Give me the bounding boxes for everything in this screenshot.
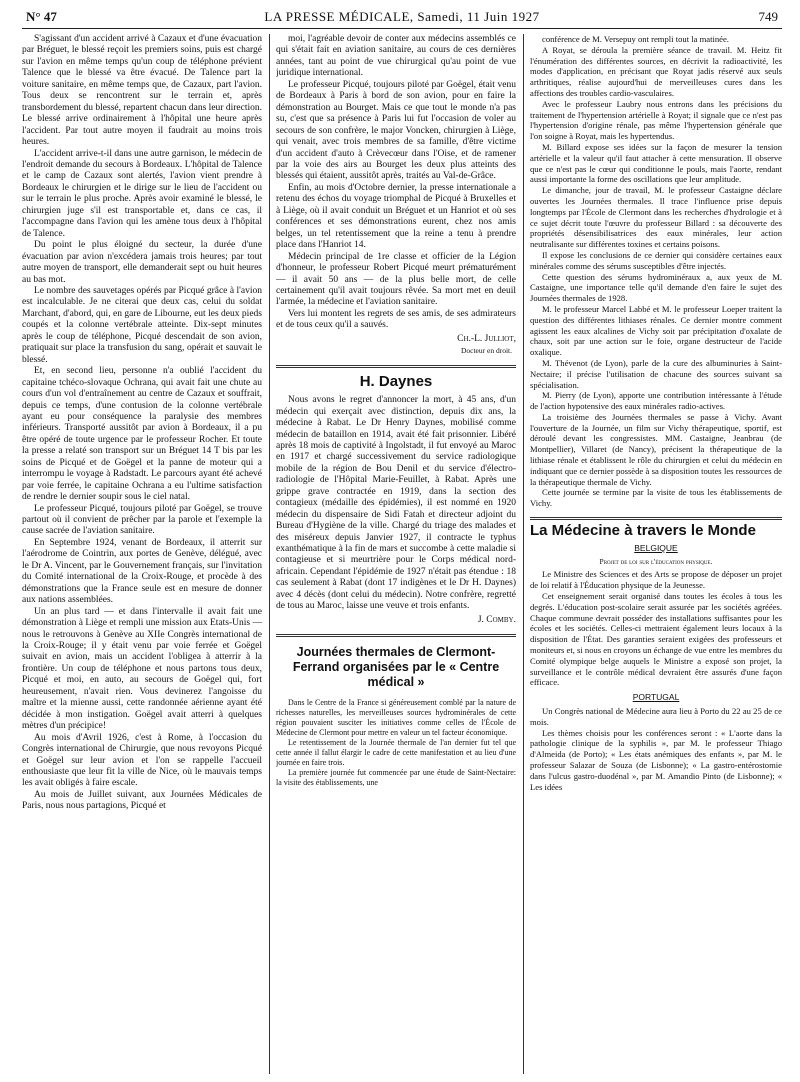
paragraph: La première journée fut commencée par une étude de Saint-Nectaire: la visite des établissements, une xyxy=(276,768,516,788)
obituary-title: H. Daynes xyxy=(359,372,433,390)
paragraph: L'accident arrive-t-il dans une autre garnison, le médecin de l'endroit demande du secours à Bordeaux. L'hôpital de Talence et le camp de Cazaux sont alertés, l'avion vient prendre à Bordeaux le chirurgien et le dirige sur le lieu de l'accident ou sur le terrain le plus proche. Après avoir examiné le blessé, le chirurgien juge s'il est transportable et, dans ce cas, il l'accompagne dans l'avion qui les amène tous deux à l'hôpital de Talence. xyxy=(22,148,262,239)
paragraph: Il expose les conclusions de ce dernier qui considère certaines eaux minérales comme des sérums susceptibles d'être injectés. xyxy=(530,249,782,271)
paragraph: Avec le professeur Laubry nous entrons dans les précisions du traitement de l'hypertension artérielle à Royat; il signale que ce n'est pas l'hypertension d'origine rénale, pas même l'hypertension générale que l'on soigne à Royat, mais les hypertendus. xyxy=(530,98,782,142)
paragraph: Nous avons le regret d'annoncer la mort, à 45 ans, d'un médecin qui exerçait avec distinction, depuis dix ans, la médecine à Rabat. Le Dr Henry Daynes, mobilisé comme médecin de bataillon en 1914, avait été fait prisonnier. Libéré après 18 mois de captivité à Ingolstadt, il fut envoyé au Maroc en 1917 et chargé successivement du service radiologique mobile de la région de Bou Denil et du service d'électro-radiologie de l'Hôpital Marie-Feuillet, à Rabat. Après une grippe grave contractée en 1919, dans la section des contagieux (médaille des épidémies), il est nommé en 1920 médecin du dispensaire de Sidi Fatah et directeur adjoint du Bureau d'Hygiène de la ville. Chargé du triage des malades et des miséreux depuis Janvier 1927, il contracte le typhus exanthématique à la fin de mars et succombe à cette maladie si contagieuse et si meurtrière pour le Corps médical nord-africain. Cependant l'épidémie de 1927 n'était pas étendue : 18 cas seulement à Rabat (dont 17 indigènes et le Dr H. Daynes) avec 4 décès (dont celui du médecin). Notre confrère, regretté de tous au Maroc, laisse une veuve et trois enfants. xyxy=(276,395,516,612)
paragraph: Le Ministre des Sciences et des Arts se propose de déposer un projet de loi relatif à l'Éducation physique de la Jeunesse. xyxy=(530,569,782,591)
signature-role: Docteur en droit. xyxy=(460,346,512,356)
country-heading: BELGIQUE xyxy=(634,542,678,553)
page-number: 749 xyxy=(758,9,778,24)
paragraph: Le retentissement de la Journée thermale de l'an dernier fut tel que cette année il fallut élargir le cadre de cette manifestation et au lieu d'une journée en faire trois. xyxy=(276,738,516,768)
paragraph: Enfin, au mois d'Octobre dernier, la presse internationale a retenu des échos du voyage triomphal de Picqué à Bruxelles et à Liège, où il avait conduit un Bréguet et un Hanriot et où ses conférences et ses démonstrations eurent, chez nos amis belges, un tel retentissement que la reine a tenu à prendre place dans l'Hanriot 14. xyxy=(276,182,516,251)
column-2 xyxy=(276,34,516,1074)
paragraph: Du point le plus éloigné du secteur, la durée d'une évacuation par avion n'excédera jamais trois heures; par tout autre moyen de transport, elle demanderait sept ou huit heures au bas mot. xyxy=(22,240,262,285)
signature: Ch.-L. Julliot, xyxy=(457,333,516,344)
paragraph: M. Thévenot (de Lyon), parle de la cure des albuminuries à Saint-Nectaire; il précise l'utilisation de chacune des sources suivant sa spécialisation. xyxy=(530,357,782,390)
paragraph: Médecin principal de 1re classe et officier de la Légion d'honneur, le professeur Robert Picqué meurt prématurément — il avait 50 ans — de la plus belle mort, de celle certainement qu'il avait toujours rêvée. Sa mort met en deuil l'armée, la médecine et l'aviation sanitaire. xyxy=(276,251,516,308)
section-divider xyxy=(530,517,782,520)
paragraph: M. Billard expose ses idées sur la façon de mesurer la tension artérielle et la valeur qu'il faut attacher à cette mensuration. Il observe que ce n'est pas le cœur qui conditionne le pouls, mais l'aorte, rendant aussi importante la forme des oscillations que leur amplitude. xyxy=(530,141,782,185)
paragraph: Le professeur Picqué, toujours piloté par Goëgel, se trouve partout où il convient de prêcher par la parole et l'exemple la cause sacrée de l'aviation sanitaire. xyxy=(22,503,262,537)
country-heading: PORTUGAL xyxy=(632,692,680,703)
paragraph: Au mois d'Avril 1926, c'est à Rome, à l'occasion du Congrès international de Chirurgie, que nous revoyons Picqué et Goëgel sur leur avion et l'on se rappelle l'accueil enthousiaste que leur fit la ville de Nice, où le mauvais temps les avait obligés à faire escale. xyxy=(22,732,262,789)
column-3 xyxy=(530,34,782,1074)
paragraph: Vers lui montent les regrets de ses amis, de ses admirateurs et de tous ceux qu'il a sauvés. xyxy=(276,308,516,331)
section-divider xyxy=(276,365,516,368)
paragraph: Le professeur Picqué, toujours piloté par Goëgel, était venu de Bordeaux à Paris à bord de son avion, pour en faire la démonstration au Bourget. Mais ce que tout le monde n'a pas su, c'est que sa présence à Paris lui fut l'occasion de voler au secours de son confrère, le major Voncken, chirurgien à Liège, qui venait, avec trois membres de sa famille, d'être victime d'un accident d'auto à Crèvecœur dans l'Oise, et de ramener par la voie des airs au Bourget les deux plus atteints des blessés qui étaient, aussitôt après, traités au Val-de-Grâce. xyxy=(276,79,516,182)
paragraph: Dans le Centre de la France si généreusement comblé par la nature de richesses naturelles, les merveilleuses sources hydrominérales de cette région pouvaient susciter les initiatives comme celles de l'École de Médecine de Clermont pour mettre en valeur un tel facteur économique. xyxy=(276,698,516,738)
paragraph: Cette journée se termine par la visite de tous les établissements de Vichy. xyxy=(530,487,782,509)
subheading: Projet de loi sur l'éducation physique. xyxy=(599,556,713,566)
paragraph: M. le professeur Marcel Labbé et M. le professeur Loeper traitent la question des différentes lithiases rénales. Ce dernier montre comment agissent les eaux alcalines de Vichy soit par précipitation d'oxalate de chaux, soit par une action sur le foie, organe destructeur de l'acide oxalique. xyxy=(530,303,782,358)
paragraph: moi, l'agréable devoir de conter aux médecins assemblés ce qui s'était fait en aviation sanitaire, au cours de ces dernières années, tant au point de vue chirurgical qu'au point de vue juridique international. xyxy=(276,34,516,79)
article-title: Journées thermales de Clermont-Ferrand organisées par le « Centre médical » xyxy=(292,645,500,690)
masthead-title: LA PRESSE MÉDICALE, Samedi, 11 Juin 1927 xyxy=(264,9,540,24)
page-header xyxy=(22,6,782,29)
paragraph: Cette question des sérums hydrominéraux a, aux yeux de M. Castaigne, une importance telle qu'il demande d'en faire le sujet des Journées thermales de 1928. xyxy=(530,271,782,304)
paragraph: A Royat, se déroula la première séance de travail. M. Heitz fit l'énumération des différentes sources, en décrivit la radioactivité, les modes d'application, en précisant que Royat jadis réservé aux seuls arthritiques, réalise aujourd'hui de merveilleuses cures dans les affections des troubles cardio-vasculaires. xyxy=(530,44,782,98)
paragraph: Au mois de Juillet suivant, aux Journées Médicales de Paris, nous nous partagions, Picqué et xyxy=(22,789,262,812)
paragraph: Cet enseignement serait organisé dans toutes les écoles à tous les degrés. L'éducation post-scolaire serait assurée par les sociétés agréées. Chaque commune devrait posséder des installations suffisantes pour les écoles et les sociétés. Celles-ci mettraient également leurs locaux à la disposition de l'État. Des garanties seraient exigées des professeurs et moniteurs et, si nous en croyons un échange de vue entre les membres du Comité olympique belge auquels le Ministre a exposé son projet, la surveillance et le contrôle médical devraient être assurés d'une façon efficace. xyxy=(530,591,782,688)
paragraph: Et, en second lieu, personne n'a oublié l'accident du capitaine tchéco-slovaque Ochrana, qui avait fait une chute au cours d'un vol d'entraînement au centre de Cazaux et souffrait, depuis ce temps, d'une contusion de la colonne vertébrale ayant eu pour conséquence la paralysie des membres inférieurs. Transporté aussitôt par avion à Bordeaux, il a pu être opéré de toute urgence par le professeur Rocher. Et toute la presse a relaté son transport sur un Bréguet 14 T bis par les soins de Picqué et de Goëgel et la panne de moteur qui a interrompu le voyage à Radstadt. Le parcours ayant été achevé par voie ferrée, le capitaine Ochrana a eu l'ultime satisfaction de rendre le dernier soupir sous le ciel natal. xyxy=(22,366,262,503)
column-1 xyxy=(22,34,262,1074)
paragraph: S'agissant d'un accident arrivé à Cazaux et d'une évacuation par Bréguet, le blessé reçoit les premiers soins, puis est chargé sur l'avion en même temps qu'un coup de téléphone prévient Talence que le blessé va être évacué. De Talence part la voiture sanitaire, en même temps que, de Cazaux, part l'avion. Tous deux se rencontrent sur le terrain et, après transbordement du blessé, repartent chacun dans leur direction. Le blessé arrive ordinairement à l'hôpital une heure après l'accident. Par tout autre moyen il faudrait au moins trois heures. xyxy=(22,34,262,148)
paragraph: Un an plus tard — et dans l'intervalle il avait fait une démonstration à Liège et rempli une mission aux Etats-Unis — nous le retrouvons à Genève au XIIe Congrès international de la Croix-Rouge; il y était venu par voie ferrée et Goëgel suivait en avion, mais un accident l'obligea à atterrir à la frontière. Un coup de téléphone et nous partons tous deux, Picqué et moi, en auto, au secours de Goëgel qui, fort heureusement, n'avait rien. Vous devinerez l'angoisse du maître et la mienne aussi, cette randonnée aérienne ayant été décidée à mon instigation. Goëgel avait atterri à quelques mètres d'un précipice! xyxy=(22,606,262,732)
paragraph: conférence de M. Versepuy ont rempli tout la matinée. xyxy=(542,34,729,44)
section-divider xyxy=(276,634,516,637)
section-title: La Médecine à travers le Monde xyxy=(530,522,756,540)
paragraph: M. Pierry (de Lyon), apporte une contribution intéressante à l'étude de l'action hypotensive des eaux minérales radio-actives. xyxy=(530,390,782,412)
paragraph: La troisième des Journées thermales se passe à Vichy. Avant l'ouverture de la Journée, un film sur Vichy thérapeutique, sportif, est déroulé devant les congressistes. MM. Castaigne, Jeanbrau (de Montpellier), Villaret (de Nancy), précisent la thérapeutique de la lithiase rénale et établissent le rôle du chirurgien et celui du médecin en indiquant que ce dernier possède à sa disposition toutes les ressources de la thérapeutique thermale de Vichy. xyxy=(530,411,782,487)
paragraph: Les thèmes choisis pour les conférences seront : « L'aorte dans la pathologie clinique de la syphilis », par M. le professeur Thiago d'Almeida (de Porto); « Les états anémiques des enfants », par M. le professeur Salazar de Souza (de Lisbonne); « La gastro-entérostomie dans l'ulcus gastro-duodénal », par M. Amandio Pinto (de Lisbonne); « Les idées xyxy=(530,727,782,792)
column-rule xyxy=(269,34,270,1074)
issue-number: N° 47 xyxy=(26,9,57,24)
paragraph: Le nombre des sauvetages opérés par Picqué grâce à l'avion est incalculable. Je ne citerai que deux cas, celui du soldat Marchant, d'abord, qui, en gare de Libourne, eut les deux pieds coupés et la colonne vertébrale atteinte. Dix-sept minutes après le coup de téléphone, Picqué descendait de son avion, pratiquait sur place la transfusion du sang, opérait et sauvait le blessé. xyxy=(22,285,262,365)
column-rule xyxy=(523,34,524,1074)
newspaper-page xyxy=(22,6,782,1076)
paragraph: En Septembre 1924, venant de Bordeaux, il atterrit sur l'aérodrome de Cointrin, aux portes de Genève, délégué, avec le Dr A. Vincent, par le Gouvernement français, sur l'invitation du Comité international de la Croix-Rouge, et procède à des démonstrations que la France seule est en mesure de donner aux nations assemblées. xyxy=(22,537,262,606)
signature: J. Comby. xyxy=(477,614,516,625)
paragraph: Un Congrès national de Médecine aura lieu à Porto du 22 au 25 de ce mois. xyxy=(530,706,782,727)
paragraph: Le dimanche, jour de travail, M. le professeur Castaigne déclare ouvertes les Journées thermales. Il trace l'influence prise depuis longtemps par l'École de Clermont dans les recherches d'hydrologie et à ce sujet décrit toute l'œuvre du professeur Billard : sa découverte des propriétés désensibilisatrices des eaux minérales, leur action neutralisante sur différentes toxines et certains poisons. xyxy=(530,185,782,250)
